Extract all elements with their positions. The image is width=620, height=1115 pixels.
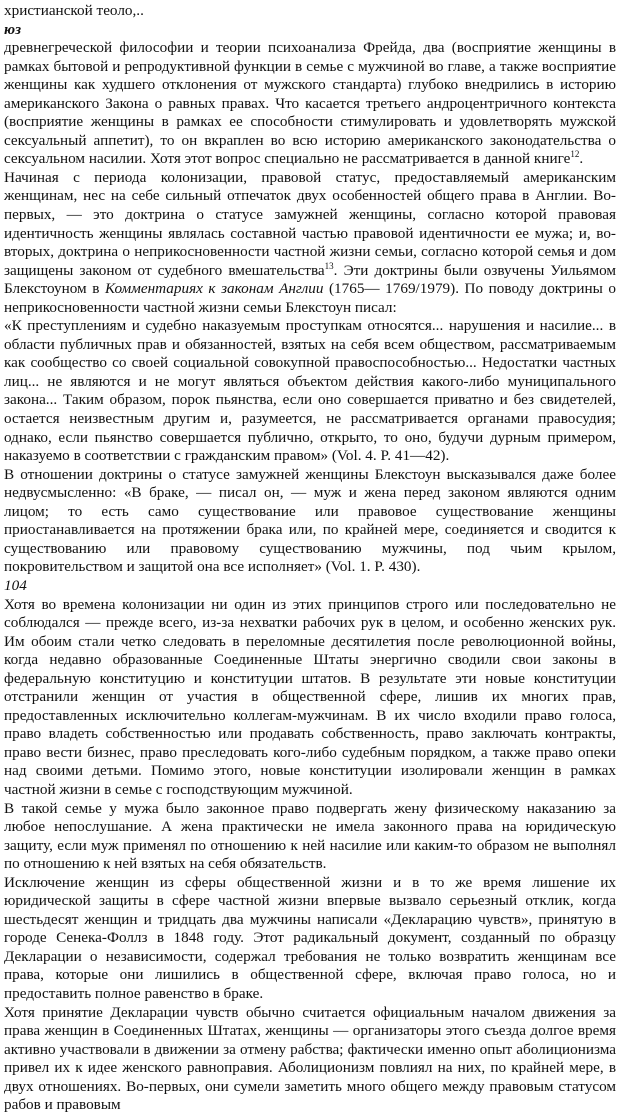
paragraph-text: древнегреческой философии и теории психоанализа Фрейда, два (восприятие женщины в рамках бытовой и репродуктивной функции в семье с мужчиной во главе, а также восприятие женщины как худшего отклонения от мужского стандарта) глубоко внедрились в историю американского Закона о равных правах. Что касается третьего андроцентричного контекста (восприятие женщины в рамках ее способности стимулировать и удовлетворять мужской сексуальный аппетит), то он вкраплен во всю историю американского законодательства о сексуальном насилии. Хотя этот вопрос специально не рассматривается в данной книге <box>4 39 616 168</box>
quote-paragraph: «К преступлениям и судебно наказуемым проступкам относятся... нарушения и насилие... в области публичных прав и обязанностей, взятых на себя всем обществом, рассматриваемым как сообщество со своей социальной совокупной правоспособностью... Недостатки частных лиц... не являются и не могут являться объектом действия какого-либо муниципального закона... Таким образом, порок пьянства, если оно совершается приватно и без свидетелей, остается неизвестным другим и, разумеется, не рассматривается органами правосудия; однако, если пьянство совершается публично, открыто, то оно, будучи дурным примером, наказуемо в соответствии с гражданским правом» (Vol. 4. P. 41—42). <box>4 317 616 465</box>
paragraph-text: . Эти доктрины были озвучены Уильямом Блекстоуном в <box>4 261 616 298</box>
paragraph-1 <box>4 39 616 169</box>
paragraph-7: Исключение женщин из сферы общественной жизни и в то же время лишение их юридической защиты в сфере частной жизни впервые вызвало серьезный отклик, когда шестьдесят женщин и тридцать два мужчины написали «Декларацию чувств», принятую в городе Сенека-Фоллз в 1848 году. Этот радикальный документ, созданный по образцу Декларации о независимости, содержал требования не только возвратить женщинам все права, которые они лишились в общественной сфере, включая право голоса, но и предоставить полное равенство в браке. <box>4 873 616 1002</box>
footnote-ref-12: 12 <box>570 149 580 160</box>
paragraph-6: В такой семье у мужа было законное право подвергать жену физическому наказанию за любое непослушание. А жена практически не имела законного права на юридическую защиту, если муж применял по отношению к ней насилие или каким-то образом не выполнял по отношению к ней взятых на себя обязательств. <box>4 799 616 873</box>
paragraph-8: Хотя принятие Декларации чувств обычно считается официальным началом движения за права женщин в Соединенных Штатах, женщины — организаторы этого съезда долгое время активно участвовали в движении за отмену рабства; фактически именно опыт аболиционизма привел их к идее женского равноправия. Аболиционизм повлиял на них, по крайней мере, в двух отношениях. Во-первых, они сумели заметить много общего между правовым статусом рабов и правовым <box>4 1003 616 1114</box>
page-number-marker: 104 <box>4 576 27 594</box>
top-line: христианской теоло,.. <box>4 2 144 19</box>
book-title: Комментариях к законам Англии <box>104 280 324 298</box>
paragraph-end: . <box>579 150 584 168</box>
footnote-ref-13: 13 <box>324 260 334 271</box>
paragraph-text: (1765— 1769/1979). По поводу доктрины о неприкосновенности частной жизни семьи Блекстоун писал: <box>4 280 616 316</box>
paragraph-2 <box>4 169 616 317</box>
paragraph-5: Хотя во времена колонизации ни один из этих принципов строго или последовательно не соблюдался — прежде всего, из-за нехватки рабочих рук в целом, и особенно женских рук. Им обоим стали четко следовать в переломные десятилетия после революционной войны, когда недавно образованные Соединенные Штаты энергично сводили свои законы в федеральную конституцию и конституции штатов. В результате эти новые конституции отстранили женщин от участия в общественной сфере, лишив их многих прав, предоставленных исключительно коллегам-мужчинам. В их число входили право голоса, право владеть собственностью или продавать собственность, право заключать контракты, право вести бизнес, право преследовать кого-либо судебным порядком, а также право опеки над своими детьми. Помимо этого, новые конституции изолировали женщин в рамках частной жизни в семье с господствующим мужчиной. <box>4 595 616 798</box>
page-marker: юз <box>4 20 22 38</box>
paragraph-text: Начиная с периода колонизации, правовой статус, предоставляемый американским женщинам, нес на себе сильный отпечаток двух особенностей общего права в Англии. Во-первых, — это доктрина о статусе замужней женщины, согласно которой правовая идентичность женщины являлась составной частью правовой идентичности ее мужа; и, во-вторых, доктрина о неприкосновенности частной жизни семьи, согласно которой семья и дом защищены законом от судебного вмешательства <box>4 168 616 279</box>
paragraph-4: В отношении доктрины о статусе замужней женщины Блекстоун высказывался даже более недвусмысленно: «В браке, — писал он, — муж и жена перед законом являются одним лицом; то есть само существование или правовое существование женщины приостанавливается на протяжении брака или, по крайней мере, соединяется и сводится к существованию или правовому существованию мужчины, под чьим крылом, покровительством и защитой она все исполняет» (Vol. 1. P. 430). <box>4 465 616 576</box>
